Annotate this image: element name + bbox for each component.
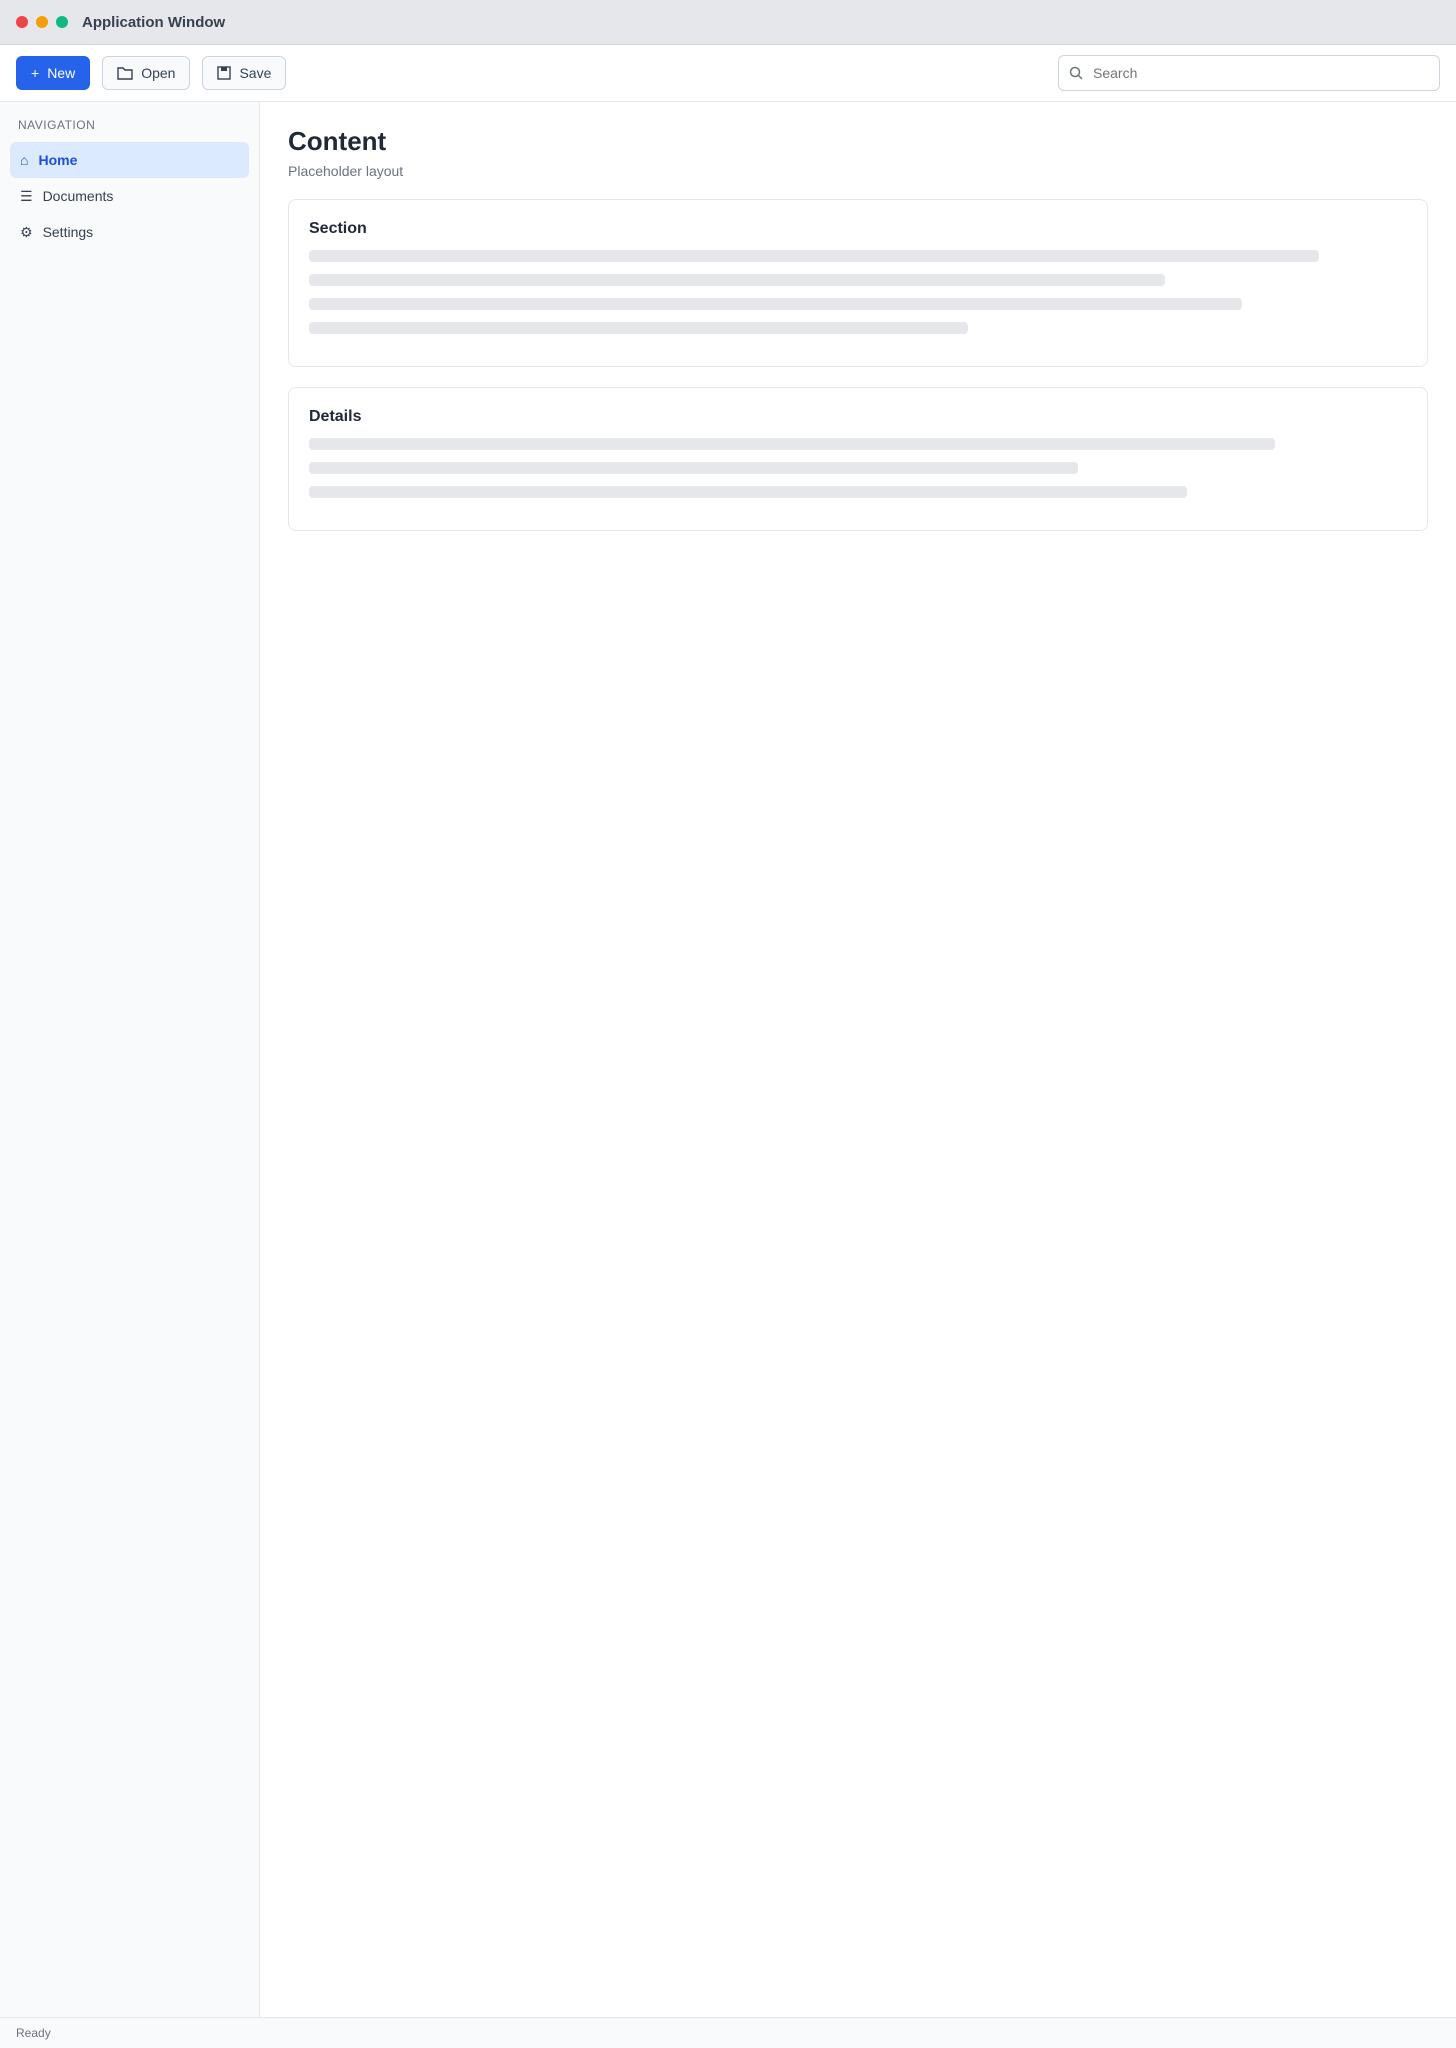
content-panel: [288, 199, 1428, 367]
main-content: [260, 102, 1456, 2017]
details-panel: [288, 387, 1428, 531]
sidebar-item-documents[interactable]: [10, 178, 249, 214]
minimize-window-button[interactable]: [36, 16, 48, 28]
plus-icon: +: [31, 65, 40, 81]
page-title: Content: [288, 126, 387, 156]
placeholder-line: [309, 274, 1165, 286]
search-input[interactable]: [1091, 64, 1429, 82]
placeholder-line: [309, 250, 1319, 262]
placeholder-line: [309, 438, 1275, 450]
sidebar-item-label: Home: [38, 152, 78, 168]
window-title: Application Window: [82, 13, 226, 31]
save-button[interactable]: [202, 56, 286, 90]
workspace: [0, 102, 1456, 2017]
home-icon: ⌂: [20, 152, 29, 168]
search-box: [1058, 55, 1440, 91]
save-icon: [217, 66, 231, 80]
sidebar-item-settings[interactable]: [10, 214, 249, 250]
toolbar: [0, 45, 1456, 102]
title-bar: [0, 0, 1456, 45]
save-button-label: Save: [239, 65, 272, 81]
search-icon: [1069, 66, 1083, 80]
open-button[interactable]: [102, 56, 190, 90]
sidebar-item-label: Documents: [42, 188, 114, 204]
close-window-button[interactable]: [16, 16, 28, 28]
document-icon: ☰: [20, 187, 33, 204]
panel-title: Details: [309, 408, 362, 425]
open-button-label: Open: [141, 65, 176, 81]
panel-title: Section: [309, 220, 367, 237]
page-subtitle: Placeholder layout: [288, 163, 404, 179]
folder-icon: [117, 66, 133, 80]
status-text: Ready: [16, 2026, 51, 2040]
status-bar: [0, 2017, 1456, 2048]
placeholder-line: [309, 462, 1078, 474]
sidebar-heading: NAVIGATION: [18, 118, 96, 132]
new-button-label: New: [47, 65, 76, 81]
maximize-window-button[interactable]: [56, 16, 68, 28]
sidebar: [0, 102, 260, 2017]
sidebar-item-home[interactable]: [10, 142, 249, 178]
sidebar-item-label: Settings: [42, 224, 94, 240]
placeholder-line: [309, 298, 1242, 310]
window-controls: [16, 16, 68, 28]
gear-icon: ⚙: [20, 223, 33, 240]
new-button[interactable]: [16, 56, 90, 90]
placeholder-line: [309, 486, 1187, 498]
placeholder-line: [309, 322, 968, 334]
